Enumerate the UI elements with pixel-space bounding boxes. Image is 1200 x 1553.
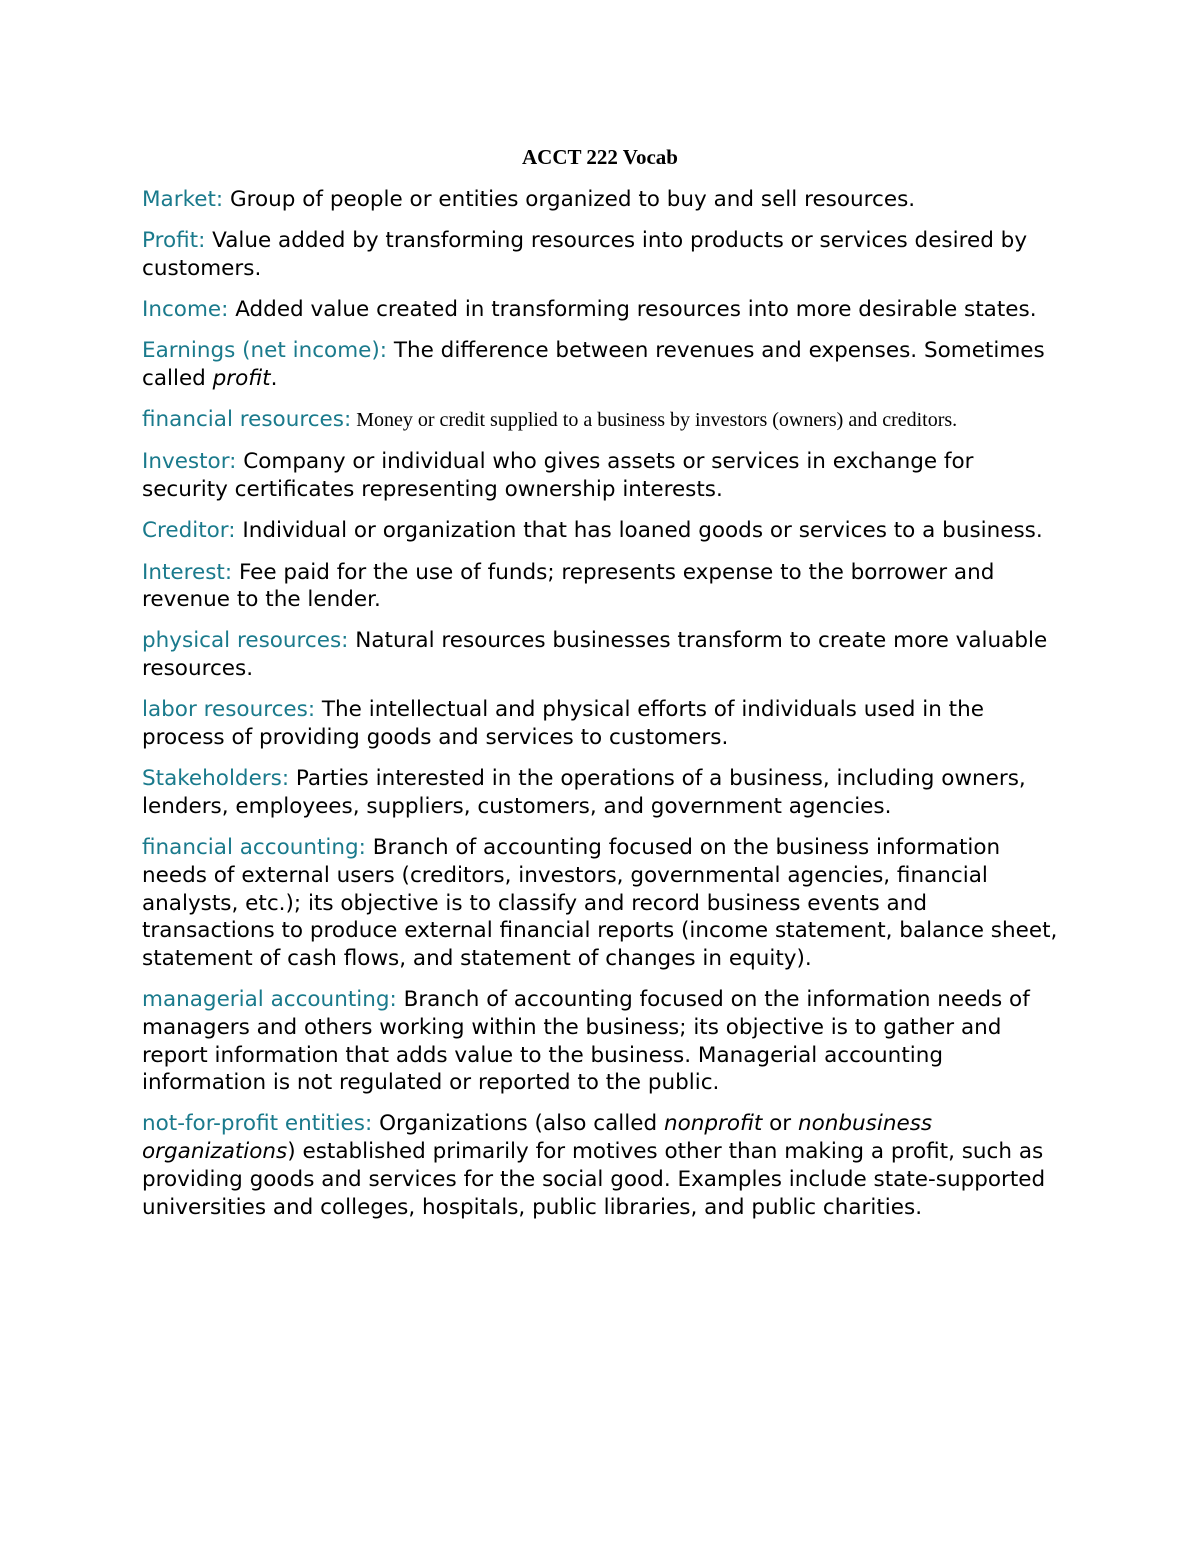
vocab-entry-interest <box>142 559 1062 614</box>
document-title: ACCT 222 Vocab <box>522 145 678 169</box>
vocab-term: Stakeholders: <box>142 766 290 792</box>
vocab-entry-market <box>142 186 1062 214</box>
vocab-term: Creditor: <box>142 518 236 544</box>
vocab-term: Profit: <box>142 228 206 254</box>
vocab-term: financial resources: <box>142 407 352 433</box>
vocab-term: Investor: <box>142 449 237 475</box>
vocab-definition-italic: profit <box>212 366 271 392</box>
vocab-entry-financial-accounting <box>142 834 1062 973</box>
vocab-list <box>142 186 1062 1235</box>
vocab-term: Market: <box>142 187 224 212</box>
vocab-entry-managerial-accounting <box>142 986 1062 1097</box>
vocab-term: Income: <box>142 297 229 323</box>
vocab-term: managerial accounting: <box>142 987 397 1013</box>
vocab-definition-text: . <box>270 366 278 392</box>
vocab-definition: Value added by transforming resources into products or services desired by customers. <box>142 228 1028 281</box>
vocab-entry-not-for-profit <box>142 1110 1062 1221</box>
vocab-definition-italic: nonprofit <box>663 1111 763 1137</box>
vocab-definition: Money or credit supplied to a business by investors (owners) and creditors. <box>351 409 958 432</box>
vocab-definition-text: or <box>762 1111 798 1137</box>
vocab-term: not-for-profit entities: <box>142 1111 373 1137</box>
vocab-entry-earnings <box>142 337 1062 392</box>
vocab-definition: Individual or organization that has loaned goods or services to a business. <box>235 518 1043 544</box>
vocab-term: physical resources: <box>142 628 349 654</box>
vocab-definition: Branch of accounting focused on the information needs of managers and others working within the business; its objective is to gather and report information that adds value to the business. Managerial accounting information is not regulated or reported to the public. <box>142 987 1030 1096</box>
vocab-term: Interest: <box>142 559 233 585</box>
vocab-entry-creditor <box>142 517 1062 545</box>
vocab-term: Earnings (net income): <box>142 338 388 364</box>
vocab-term: financial accounting: <box>142 835 366 861</box>
vocab-definition-text: Organizations (also called <box>372 1111 664 1137</box>
vocab-definition: Added value created in transforming resources into more desirable states. <box>228 297 1037 323</box>
vocab-entry-profit <box>142 227 1062 282</box>
vocab-entry-investor <box>142 448 1062 503</box>
vocab-entry-labor-resources <box>142 696 1062 751</box>
vocab-entry-financial-resources <box>142 406 1062 435</box>
vocab-definition: Parties interested in the operations of a business, including owners, lenders, employees, suppliers, customers, and government agencies. <box>142 766 1026 819</box>
vocab-definition-text: ) established primarily for motives other than making a profit, such as providing goods and services for the social good. Examples include state-supported universities and colleges, hospitals, public libraries, and public charities. <box>142 1139 1046 1220</box>
vocab-definition: Company or individual who gives assets or services in exchange for security certificates representing ownership interests. <box>142 449 974 503</box>
vocab-entry-income <box>142 296 1062 324</box>
vocab-definition-text: The difference between revenues and expenses. Sometimes called <box>142 338 1045 392</box>
vocab-entry-stakeholders <box>142 765 1062 820</box>
vocab-definition: Group of people or entities organized to buy and sell resources. <box>223 187 916 212</box>
vocab-definition: Branch of accounting focused on the business information needs of external users (creditors, investors, governmental agencies, financial analysts, etc.); its objective is to classify and record business events and transactions to produce external financial reports (income statement, balance sheet, statement of cash flows, and statement of changes in equity). <box>142 835 1058 971</box>
vocab-entry-physical-resources <box>142 627 1062 682</box>
vocab-definition: Fee paid for the use of funds; represents expense to the borrower and revenue to the lender. <box>142 559 995 613</box>
vocab-definition-italic: nonbusiness organizations <box>142 1111 933 1165</box>
vocab-definition: Natural resources businesses transform to create more valuable resources. <box>142 628 1048 682</box>
vocab-term: labor resources: <box>142 697 316 723</box>
vocab-definition: The intellectual and physical efforts of individuals used in the process of providing goods and services to customers. <box>142 697 984 751</box>
